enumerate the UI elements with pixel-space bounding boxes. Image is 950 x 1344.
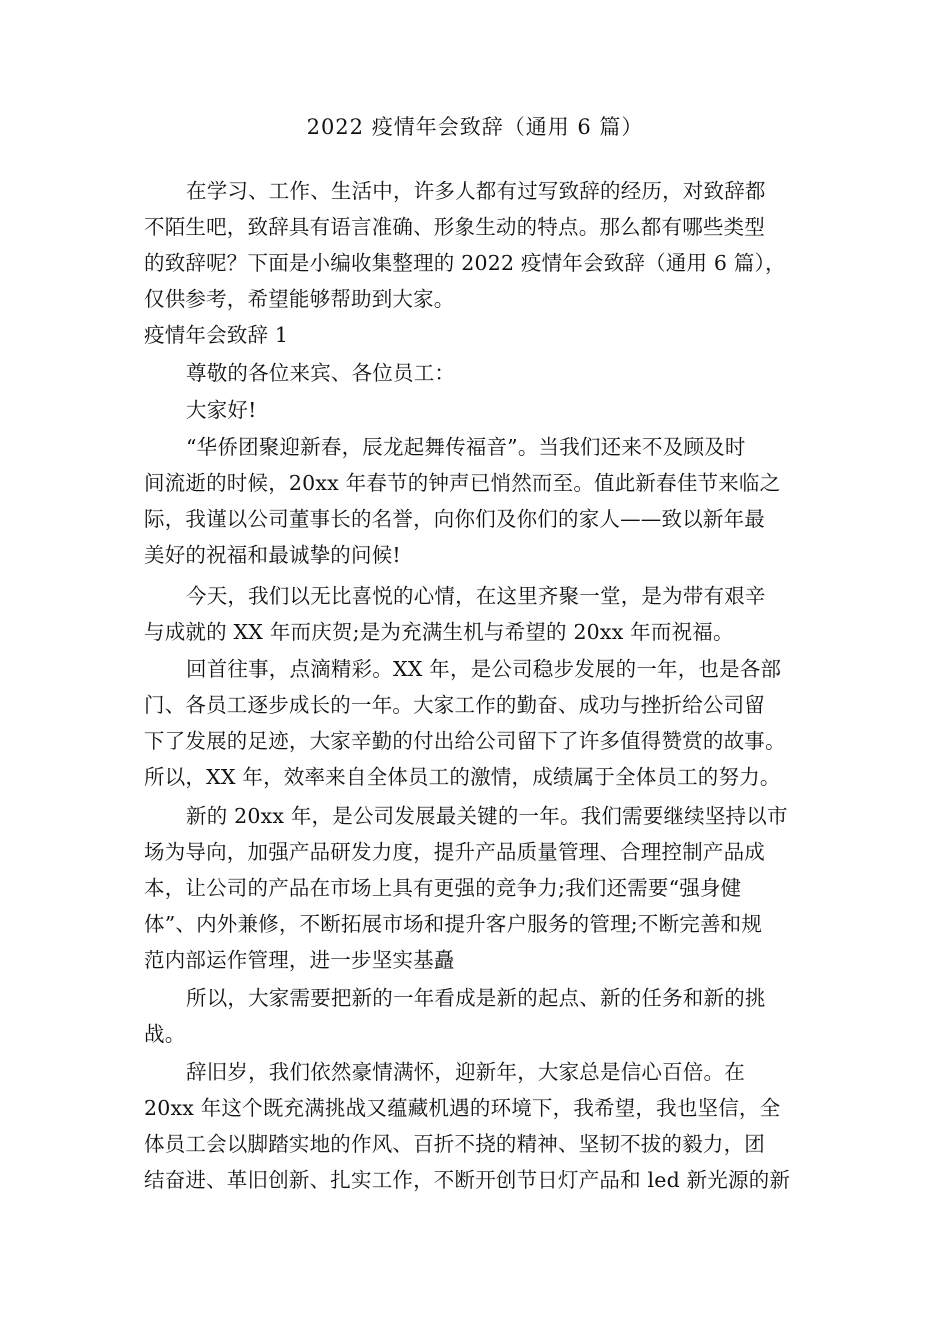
paragraph-line: 间流逝的时候，20xx 年春节的钟声已悄然而至。值此新春佳节来临之 xyxy=(144,471,781,495)
paragraph-line: 范内部运作管理，进一步坚实基矗 xyxy=(144,948,455,972)
paragraph-line: 新的 20xx 年，是公司发展最关键的一年。我们需要继续坚持以市 xyxy=(186,804,788,828)
paragraph-line: 今天，我们以无比喜悦的心情，在这里齐聚一堂，是为带有艰辛 xyxy=(186,584,766,608)
paragraph-line: “华侨团聚迎新春，辰龙起舞传福音”。当我们还来不及顾及时 xyxy=(186,435,746,459)
paragraph-line: 体”、内外兼修，不断拓展市场和提升客户服务的管理;不断完善和规 xyxy=(144,912,763,936)
paragraph-line: 场为导向，加强产品研发力度，提升产品质量管理、合理控制产品成 xyxy=(144,840,765,864)
paragraph-line: 美好的祝福和最诚挚的问候! xyxy=(144,543,401,567)
section-heading: 疫情年会致辞 1 xyxy=(144,323,289,347)
paragraph-line: 所以，XX 年，效率来自全体员工的激情，成绩属于全体员工的努力。 xyxy=(144,765,781,789)
paragraph-line: 回首往事，点滴精彩。XX 年，是公司稳步发展的一年，也是各部 xyxy=(186,657,782,681)
greeting: 大家好! xyxy=(186,398,257,422)
paragraph-line: 下了发展的足迹，大家辛勤的付出给公司留下了许多值得赞赏的故事。 xyxy=(144,729,786,753)
intro-line-4: 仅供参考，希望能够帮助到大家。 xyxy=(144,287,455,311)
paragraph-line: 所以，大家需要把新的一年看成是新的起点、新的任务和新的挑 xyxy=(186,986,766,1010)
paragraph-line: 与成就的 XX 年而庆贺;是为充满生机与希望的 20xx 年而祝福。 xyxy=(144,620,734,644)
paragraph-line: 辞旧岁，我们依然豪情满怀，迎新年，大家总是信心百倍。在 xyxy=(186,1060,745,1084)
paragraph-line: 体员工会以脚踏实地的作风、百折不挠的精神、坚韧不拔的毅力，团 xyxy=(144,1132,765,1156)
salutation: 尊敬的各位来宾、各位员工： xyxy=(186,361,456,385)
intro-line-3: 的致辞呢？下面是小编收集整理的 2022 疫情年会致辞（通用 6 篇）， xyxy=(144,251,786,275)
document-title: 2022 疫情年会致辞（通用 6 篇） xyxy=(306,115,644,139)
paragraph-line: 际，我谨以公司董事长的名誉，向你们及你们的家人——致以新年最 xyxy=(144,507,765,531)
paragraph-line: 战。 xyxy=(144,1022,186,1046)
paragraph-line: 本，让公司的产品在市场上具有更强的竞争力;我们还需要“强身健 xyxy=(144,876,742,900)
intro-line-1: 在学习、工作、生活中，许多人都有过写致辞的经历，对致辞都 xyxy=(186,179,766,203)
paragraph-line: 结奋进、革旧创新、扎实工作，不断开创节日灯产品和 led 新光源的新 xyxy=(144,1168,791,1192)
paragraph-line: 门、各员工逐步成长的一年。大家工作的勤奋、成功与挫折给公司留 xyxy=(144,693,765,717)
intro-line-2: 不陌生吧，致辞具有语言准确、形象生动的特点。那么都有哪些类型 xyxy=(144,215,765,239)
paragraph-line: 20xx 年这个既充满挑战又蕴藏机遇的环境下，我希望，我也坚信，全 xyxy=(144,1096,781,1120)
